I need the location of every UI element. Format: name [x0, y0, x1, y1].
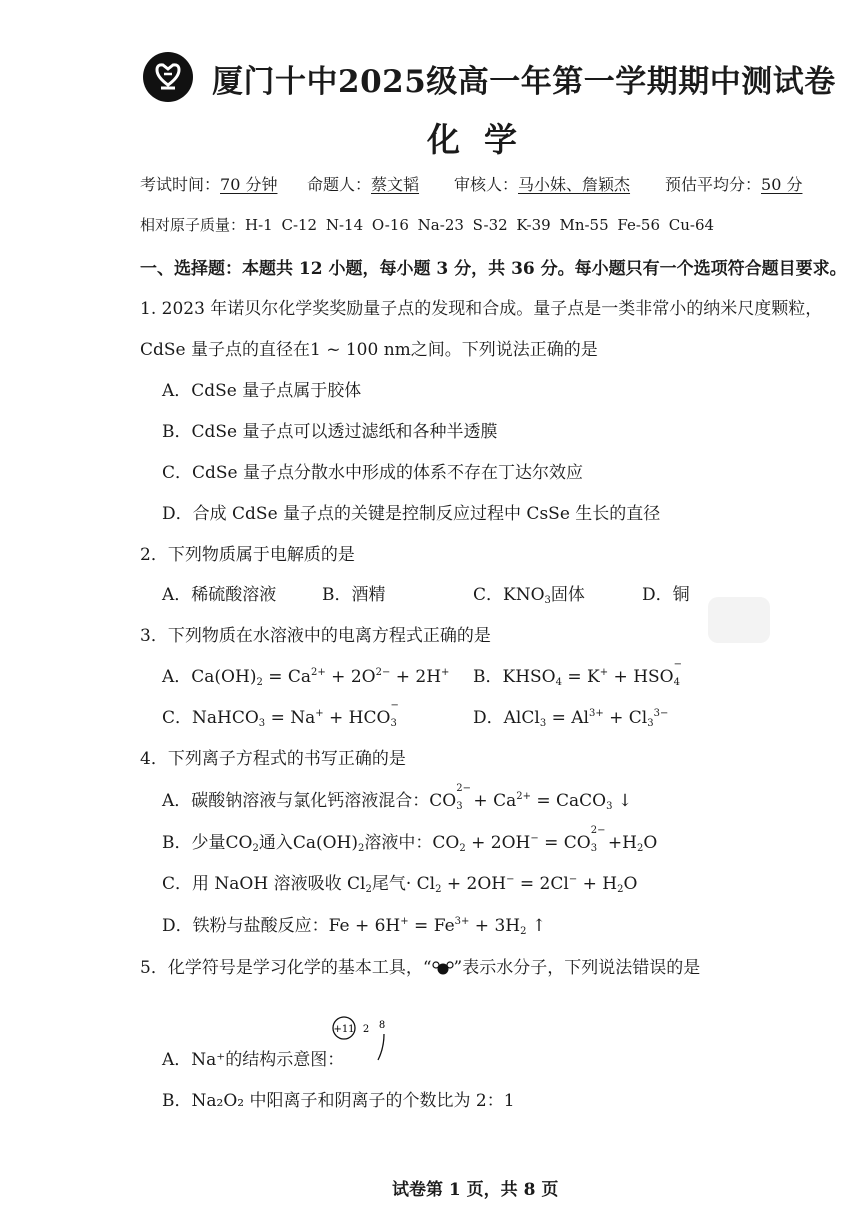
q3-option-d: D．AlCl$_3$ = $Al^{3+} + Cl_3^{3-}$ [473, 708, 669, 729]
q2-option-c: C．$KNO_3$固体 [473, 585, 585, 606]
exam-average-score: 预估平均分：50 分 [665, 175, 803, 194]
q3-stem: 3．下列物质在水溶液中的电离方程式正确的是 [140, 626, 491, 646]
q2-option-b: B．酒精 [322, 585, 386, 605]
exam-time: 考试时间：70 分钟 [140, 175, 278, 194]
q4-option-c: C．用 NaOH 溶液吸收 $Cl_2$尾气· $Cl_2 + 2OH^- = 2Cl^- + H_2O$ [162, 874, 638, 895]
diagram-shell2-label: 8 [378, 1020, 386, 1031]
scan-smudge [708, 597, 770, 643]
q5-option-b: B．Na₂O₂ 中阳离子和阴离子的个数比为 2：1 [162, 1091, 515, 1111]
q4-option-d: D．铁粉与盐酸反应：$Fe + 6H^+ = Fe^{3+} + 3H_2$ ↑ [162, 916, 547, 937]
school-logo-icon [143, 52, 193, 102]
atomic-masses: 相对原子质量：H-1 C-12 N-14 O-16 Na-23 S-32 K-39 Mn-55 Fe-56 Cu-64 [140, 216, 715, 234]
q4-option-a: A．碳酸钠溶液与氯化钙溶液混合：CO 2− $_3 + Ca^{2+}$ = CaCO$_3$ ↓ [162, 783, 633, 812]
q2-option-a: A．稀硫酸溶液 [162, 585, 277, 605]
q1-option-d: D．合成 CdSe 量子点的关键是控制反应过程中 CsSe 生长的直径 [162, 504, 661, 524]
q3-option-b: B．$KHSO_4 = K^+$ + HSO − $_4$ [473, 659, 682, 688]
page-footer: 试卷第 1 页，共 8 页 [392, 1180, 559, 1200]
q1-option-b: B．CdSe 量子点可以透过滤纸和各种半透膜 [162, 422, 498, 442]
water-molecule-icon [432, 961, 454, 975]
q1-stem-line1: 1. 2023 年诺贝尔化学奖奖励量子点的发现和合成。量子点是一类非常小的纳米尺度颗粒， [140, 299, 823, 319]
q1-stem-line2: CdSe 量子点的直径在1 ~ 100 nm之间。下列说法正确的是 [140, 340, 598, 360]
q1-option-a: A．CdSe 量子点属于胶体 [162, 381, 362, 401]
q3-option-c: C．NaHCO$_3$ = Na+ + HCO − $_3$ [162, 700, 399, 729]
subject-title: 化学 [427, 120, 541, 159]
exam-reviewer: 审核人：马小妹、詹颖杰 [454, 175, 631, 194]
diagram-shell1-label: 2 [362, 1024, 370, 1035]
section-heading: 一、选择题：本题共 12 小题，每小题 3 分，共 36 分。每小题只有一个选项符合题目要求。 [140, 259, 847, 279]
q1-option-c: C．CdSe 量子点分散水中形成的体系不存在丁达尔效应 [162, 463, 584, 483]
exam-title: 厦门十中2025级高一年第一学期期中测试卷 [212, 64, 836, 100]
q4-option-b: B．少量$CO_2$通入$Ca(OH)_2$溶液中：$CO_2 + 2OH^-$ = CO 2− $_3 +H_2O$ [162, 825, 658, 854]
q5-stem: 5．化学符号是学习化学的基本工具，“ ”表示水分子，下列说法错误的是 [140, 958, 701, 978]
exam-author: 命题人：蔡文韬 [307, 175, 420, 194]
q4-stem: 4．下列离子方程式的书写正确的是 [140, 749, 406, 769]
diagram-nucleus-label: +11 [333, 1024, 355, 1035]
q2-stem: 2．下列物质属于电解质的是 [140, 545, 355, 565]
sodium-ion-structure-diagram [330, 1014, 392, 1066]
q2-option-d: D．铜 [642, 585, 690, 605]
q3-option-a: A．$Ca(OH)_2 = Ca^{2+} + 2O^{2-} + 2H^+$ [162, 667, 450, 688]
q5-option-a: A．Na⁺的结构示意图： [162, 1050, 345, 1070]
